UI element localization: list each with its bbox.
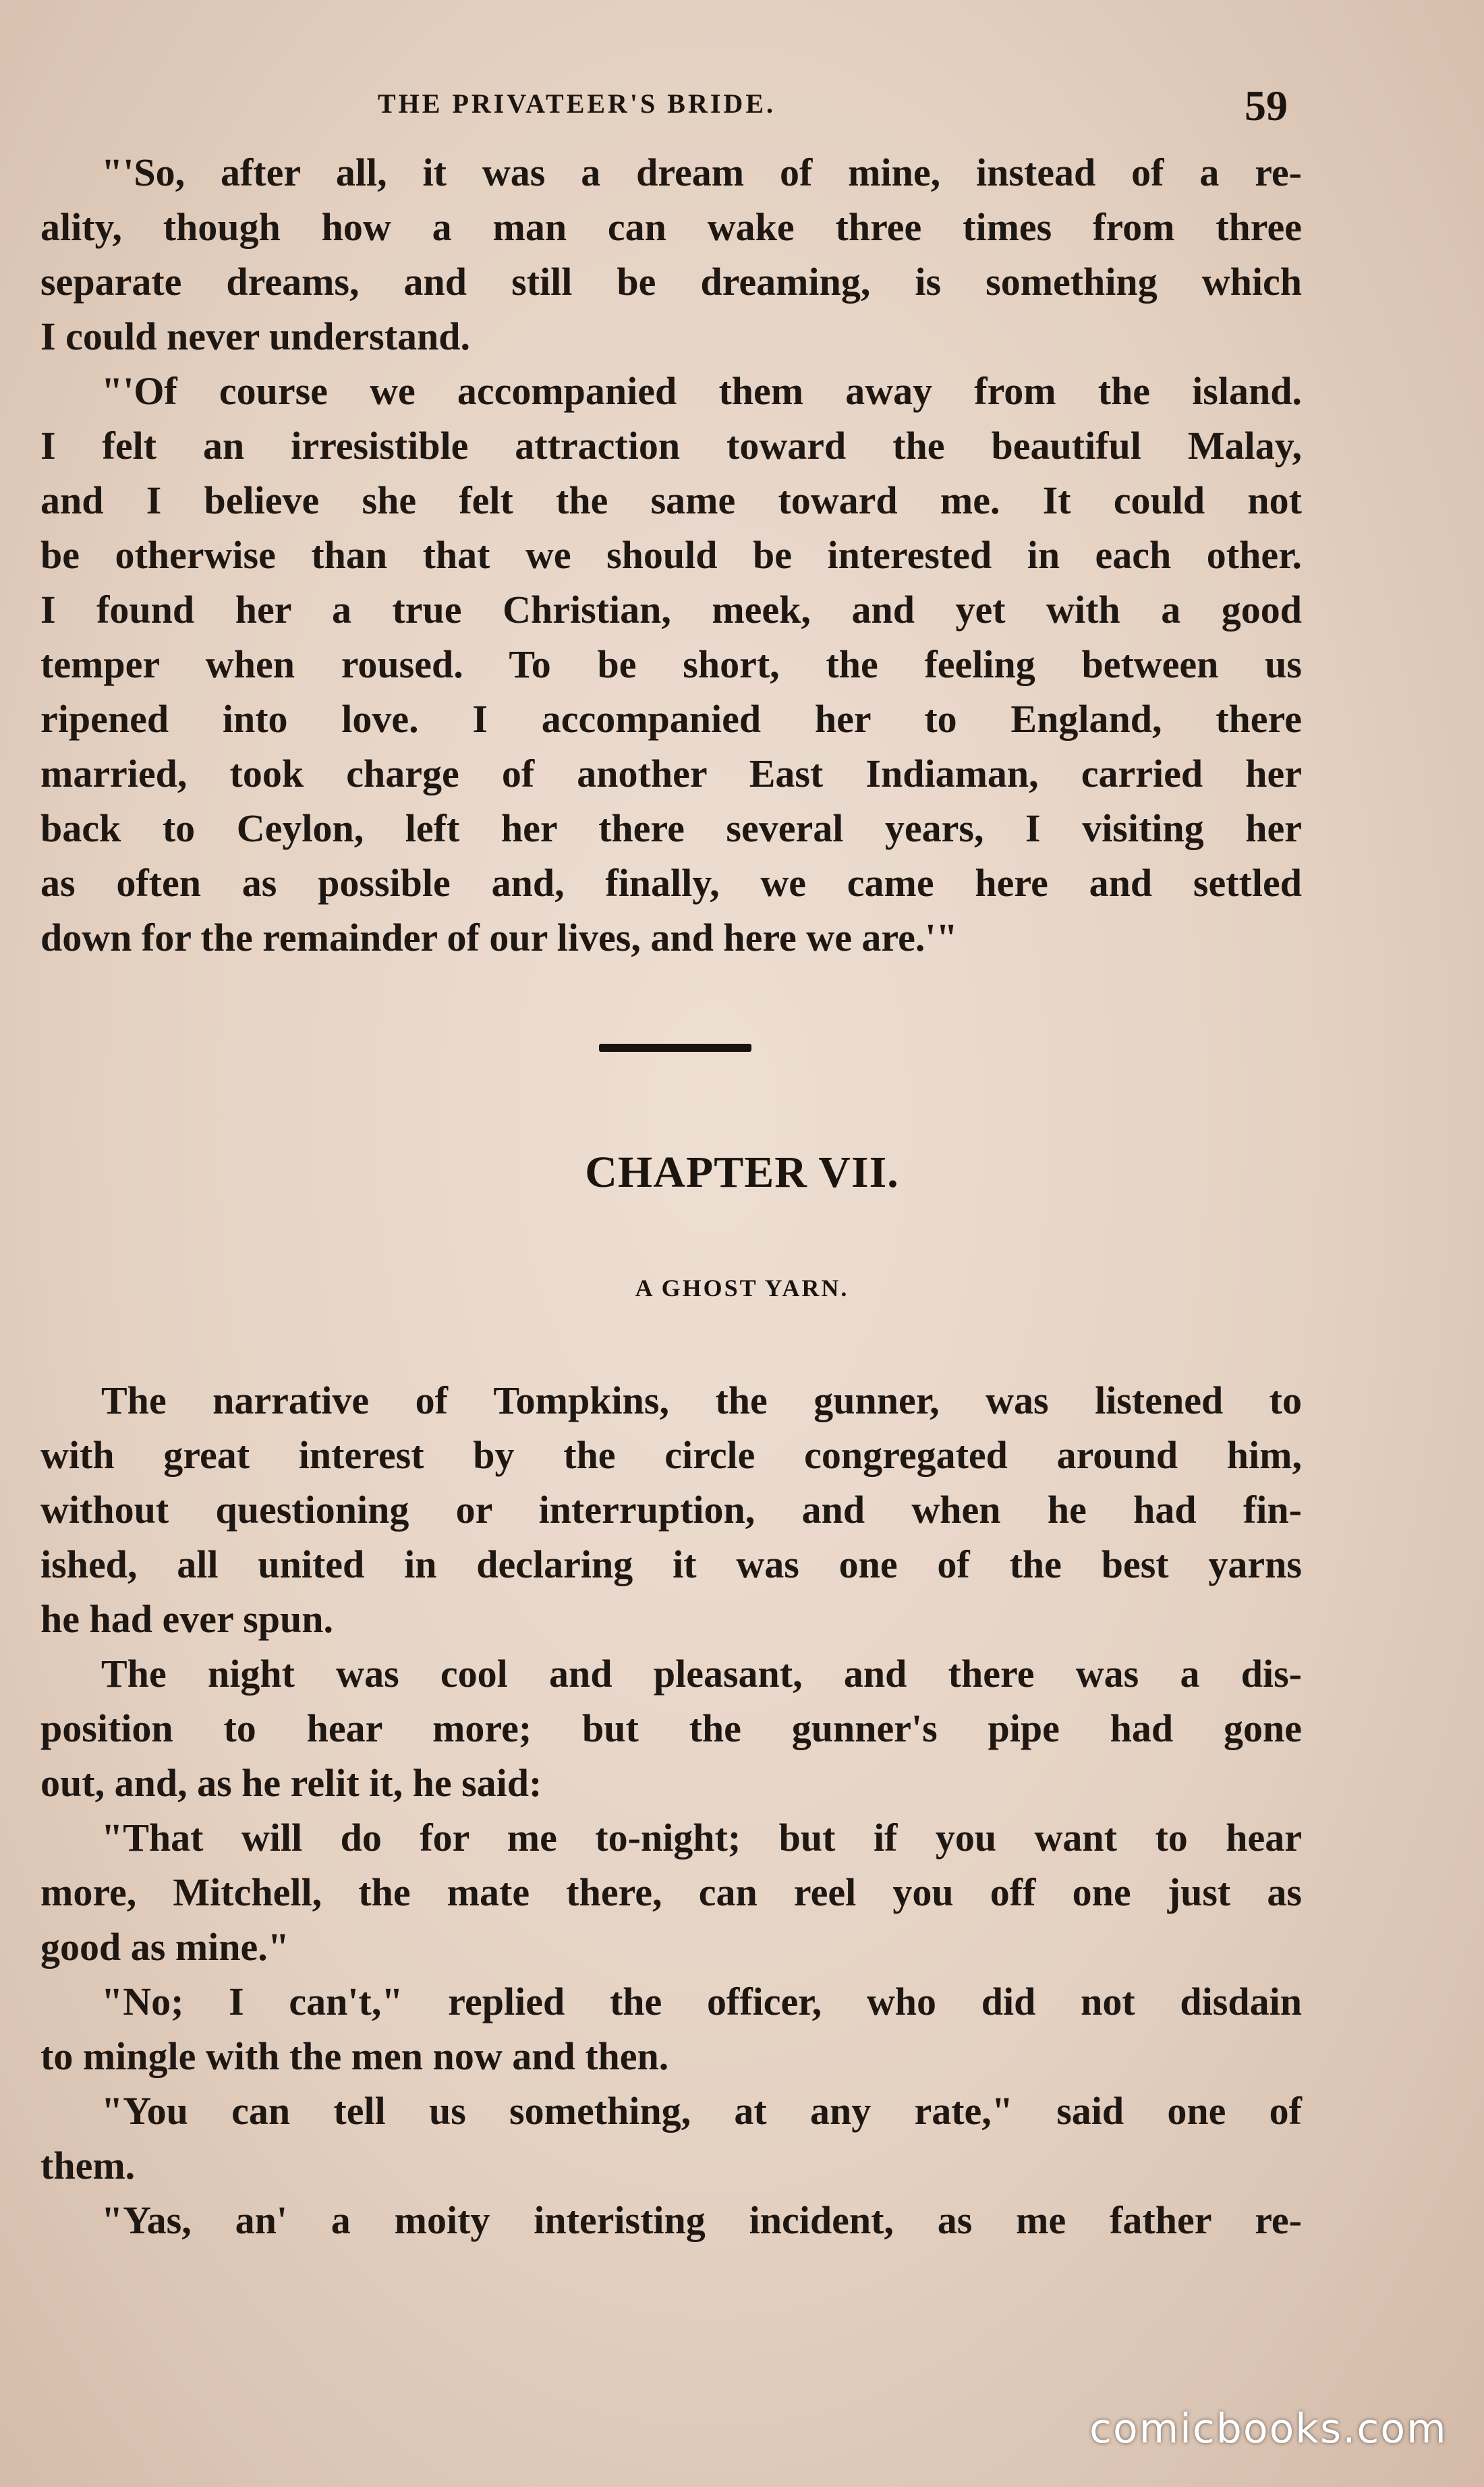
paragraph (40, 1646, 1302, 1810)
text-line: married, took charge of another East Indiaman, carried her (40, 752, 1302, 795)
chapter-subtitle: A GHOST YARN. (635, 1275, 849, 1302)
text-line: more, Mitchell, the mate there, can reel you off one just as (40, 1870, 1302, 1914)
text-line: to mingle with the men now and then. (40, 2034, 669, 2078)
text-line: "You can tell us something, at any rate," said one of (101, 2089, 1302, 2133)
text-line: The narrative of Tompkins, the gunner, was listened to (101, 1378, 1302, 1422)
text-line: I found her a true Christian, meek, and yet with a good (40, 588, 1302, 632)
text-line: with great interest by the circle congregated around him, (40, 1433, 1302, 1477)
paragraph (40, 1373, 1302, 1646)
paragraph (40, 2084, 1302, 2193)
text-line: be otherwise than that we should be interested in each other. (40, 533, 1302, 577)
page-number: 59 (1245, 82, 1288, 130)
page-header (0, 81, 1484, 135)
chapter-title: CHAPTER VII. (585, 1148, 899, 1197)
text-line: good as mine." (40, 1925, 289, 1969)
running-title: THE PRIVATEER'S BRIDE. (378, 88, 776, 119)
text-block-after-chapter (40, 1373, 1302, 2247)
text-line: as often as possible and, finally, we came here and settled (40, 861, 1302, 905)
text-line: position to hear more; but the gunner's pipe had gone (40, 1706, 1302, 1750)
text-line: ality, though how a man can wake three times from three (40, 205, 1302, 249)
text-line: "No; I can't," replied the officer, who did not disdain (101, 1980, 1302, 2023)
text-line: down for the remainder of our lives, and here we are.'" (40, 916, 958, 959)
text-block-before-chapter (40, 145, 1302, 965)
text-line: them. (40, 2144, 136, 2187)
watermark: comicbooks.com (1089, 2405, 1448, 2453)
paragraph (40, 2193, 1302, 2247)
text-line: "Yas, an' a moity interisting incident, as me father re- (101, 2198, 1302, 2242)
paragraph (40, 145, 1302, 364)
text-line: The night was cool and pleasant, and there was a dis- (101, 1652, 1302, 1696)
text-line: without questioning or interruption, and when he had fin- (40, 1488, 1302, 1532)
paragraph (40, 1810, 1302, 1974)
text-line: "That will do for me to-night; but if you want to hear (101, 1816, 1302, 1860)
text-line: temper when roused. To be short, the feeling between us (40, 642, 1302, 686)
text-line: "'Of course we accompanied them away from the island. (101, 369, 1302, 413)
paragraph (40, 1974, 1302, 2084)
text-line: separate dreams, and still be dreaming, is something which (40, 260, 1302, 304)
text-line: "'So, after all, it was a dream of mine, instead of a re- (101, 150, 1302, 194)
text-line: I felt an irresistible attraction toward the beautiful Malay, (40, 424, 1302, 468)
text-line: back to Ceylon, left her there several years, I visiting her (40, 806, 1302, 850)
text-line: and I believe she felt the same toward me. It could not (40, 478, 1302, 522)
text-line: out, and, as he relit it, he said: (40, 1761, 542, 1805)
text-line: I could never understand. (40, 314, 471, 358)
text-line: ripened into love. I accompanied her to England, there (40, 697, 1302, 741)
text-line: he had ever spun. (40, 1597, 334, 1641)
paragraph (40, 364, 1302, 965)
text-line: ished, all united in declaring it was one of the best yarns (40, 1542, 1302, 1586)
section-divider (599, 1044, 751, 1052)
